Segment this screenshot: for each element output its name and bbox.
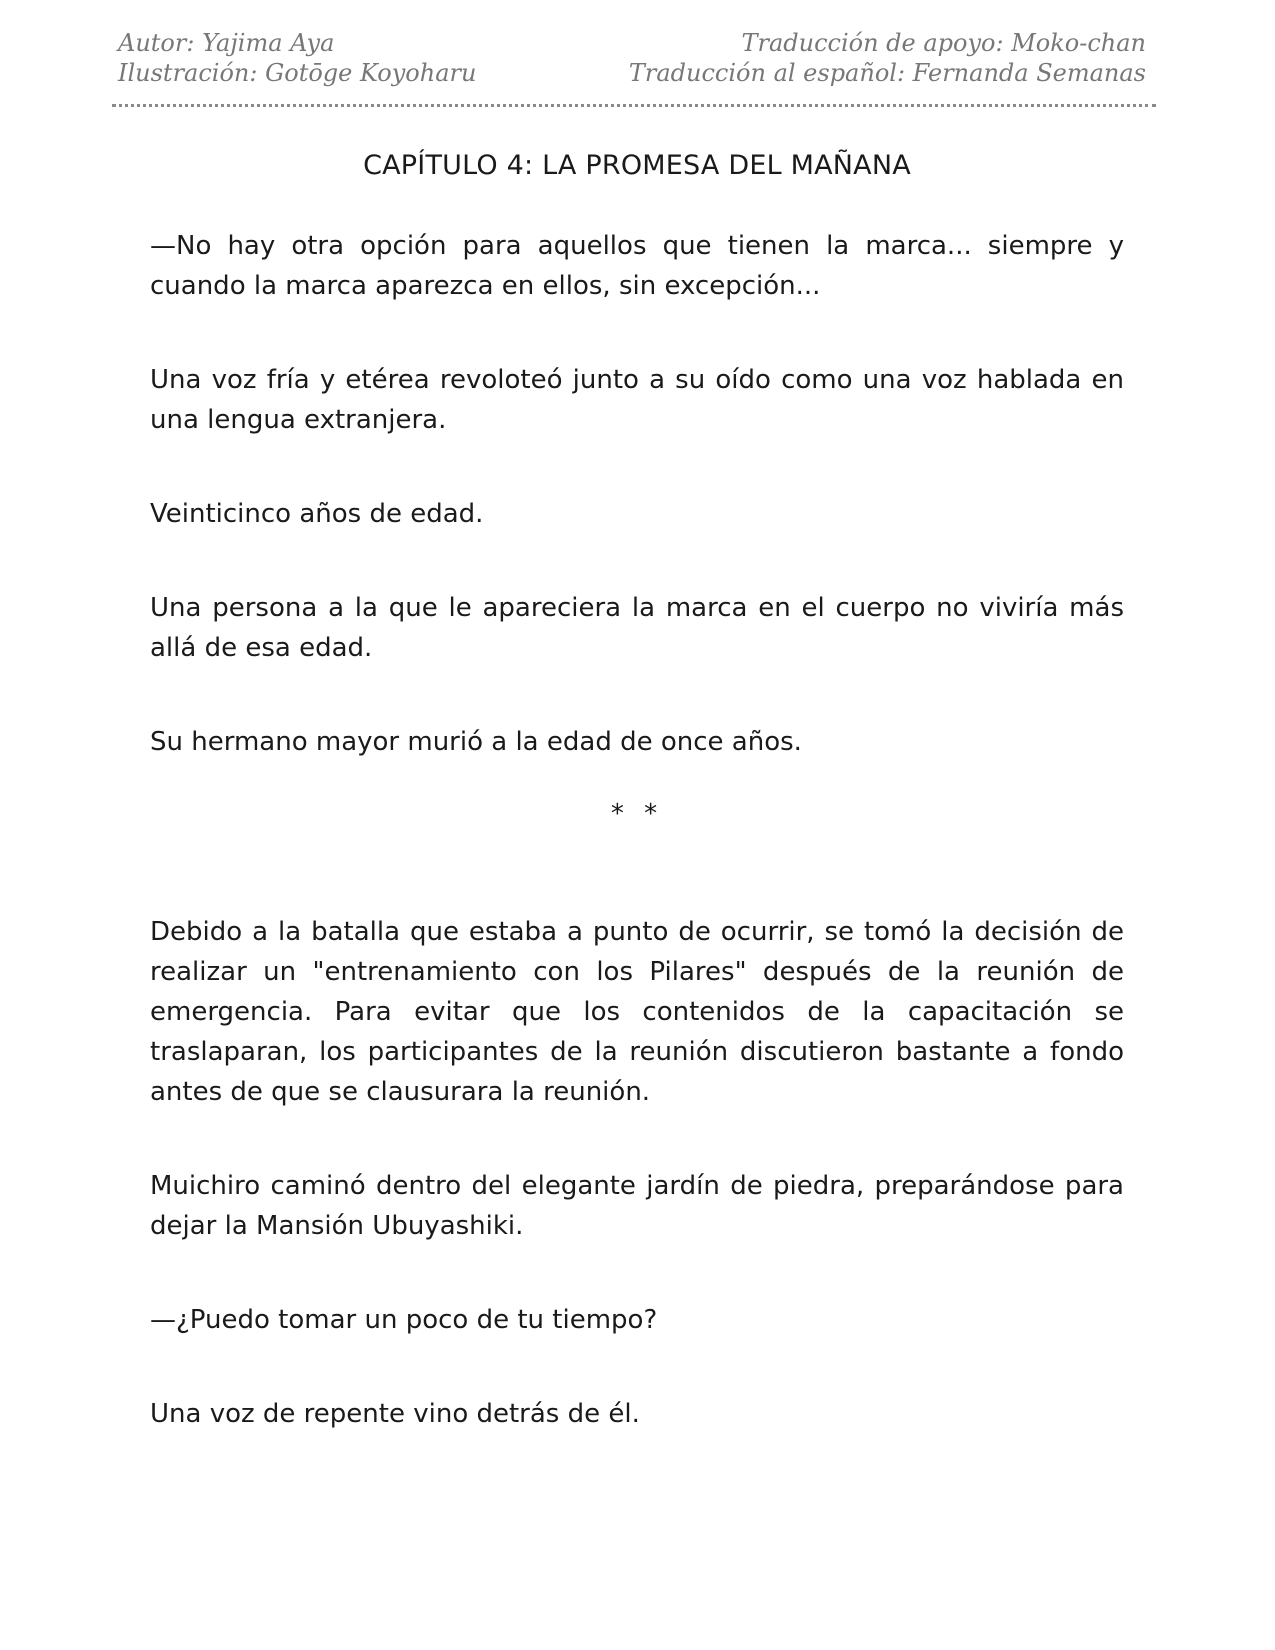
paragraph-8: —¿Puedo tomar un poco de tu tiempo? [150, 1305, 658, 1335]
scene-separator: * * [610, 799, 664, 829]
paragraph-9: Una voz de repente vino detrás de él. [150, 1399, 640, 1429]
header-credits-right [629, 28, 1146, 88]
paragraph-5: Su hermano mayor murió a la edad de once años. [150, 727, 802, 757]
chapter-title: CAPÍTULO 4: LA PROMESA DEL MAÑANA [363, 150, 911, 181]
header-divider [112, 104, 1156, 107]
paragraph-3: Veinticinco años de edad. [150, 499, 484, 529]
illustration-credit: Ilustración: Gotōge Koyoharu [118, 59, 477, 87]
paragraph-1: —No hay otra opción para aquellos que tienen la marca... siempre y cuando la marca aparezca en ellos, sin excepción... [150, 231, 1124, 301]
chapter-content [150, 146, 1124, 1488]
author-credit: Autor: Yajima Aya [118, 29, 335, 57]
paragraph-4: Una persona a la que le apareciera la marca en el cuerpo no viviría más allá de esa edad. [150, 593, 1124, 663]
spanish-translation-credit: Traducción al español: Fernanda Semanas [628, 59, 1146, 87]
support-translation-credit: Traducción de apoyo: Moko-chan [741, 29, 1146, 57]
header-credits-left [118, 28, 476, 88]
paragraph-2: Una voz fría y etérea revoloteó junto a su oído como una voz hablada en una lengua extranjera. [150, 365, 1124, 435]
paragraph-7: Muichiro caminó dentro del elegante jardín de piedra, preparándose para dejar la Mansión Ubuyashiki. [150, 1171, 1124, 1241]
paragraph-6: Debido a la batalla que estaba a punto de ocurrir, se tomó la decisión de realizar un "entrenamiento con los Pilares" después de la reunión de emergencia. Para evitar que los contenidos de la capacitación se traslaparan, los participantes de la reunión discutieron bastante a fondo antes de que se clausurara la reunión. [150, 917, 1124, 1107]
